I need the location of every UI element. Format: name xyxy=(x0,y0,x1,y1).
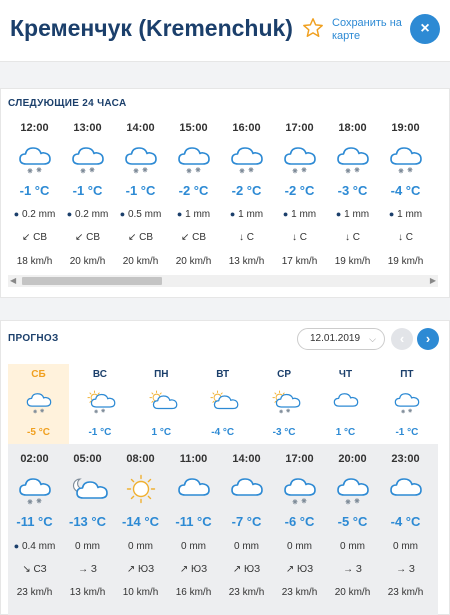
hourly-scrollbar[interactable] xyxy=(8,275,438,287)
weather-icon-wrap xyxy=(123,142,159,174)
hour-time: 17:00 xyxy=(285,453,314,465)
day-temperature: -5 °C xyxy=(27,427,50,438)
hour-temperature: -2 °C xyxy=(284,183,315,198)
weather-icon-wrap xyxy=(148,389,176,417)
wind-dir: ЮЗ xyxy=(191,564,208,575)
day-temperature: 1 °C xyxy=(335,427,356,438)
hour-wind-speed: 23 km/h xyxy=(16,587,53,598)
weather-icon-wrap xyxy=(176,142,212,174)
hour-time: 08:00 xyxy=(126,453,155,465)
weather-icon-wrap xyxy=(17,142,53,174)
day-tab[interactable] xyxy=(192,364,253,444)
day-name: ВС xyxy=(92,369,107,380)
precip-value: 0 mm xyxy=(287,541,312,552)
cloud-snow-icon xyxy=(335,142,371,174)
hour-wind-direction xyxy=(379,232,432,243)
wind-arrow-icon: → xyxy=(78,564,89,575)
wind-arrow-icon: ↗ xyxy=(126,564,136,575)
day-temperature: -4 °C xyxy=(211,427,235,438)
day-temperature: 1 °C xyxy=(151,427,172,438)
precip-value: 1 mm xyxy=(185,209,211,220)
scroll-left-icon[interactable]: ◀ xyxy=(10,276,17,285)
sun-cloud-icon xyxy=(148,389,176,414)
wind-dir: ЮЗ xyxy=(138,564,155,575)
cloud-snow-icon xyxy=(388,142,424,174)
wind-dir: З xyxy=(355,564,362,575)
wind-dir: З xyxy=(90,564,97,575)
hour-temperature: -13 °C xyxy=(69,514,106,529)
hour-temperature: -2 °C xyxy=(231,183,262,198)
day-temperature: -1 °C xyxy=(395,427,419,438)
hour-temperature: -11 °C xyxy=(175,514,212,529)
day-temperature: -1 °C xyxy=(88,427,112,438)
hour-wind-direction xyxy=(326,564,379,575)
day-name: ВТ xyxy=(216,369,230,380)
hour-temperature: -3 °C xyxy=(337,183,368,198)
weather-icon-wrap xyxy=(123,473,159,505)
day-name: ЧТ xyxy=(338,369,353,380)
sun-cloud-snow-icon xyxy=(271,389,299,414)
weather-icon-wrap xyxy=(332,389,360,417)
hour-wind-direction xyxy=(61,564,114,575)
hour-precipitation xyxy=(8,541,61,552)
hour-wind-speed: 19 km/h xyxy=(334,256,371,267)
hour-wind-direction xyxy=(167,564,220,575)
close-button[interactable]: × xyxy=(410,14,440,44)
drop-icon: ● xyxy=(388,209,395,219)
hour-wind-speed: 10 km/h xyxy=(122,587,159,598)
hour-precipitation xyxy=(167,541,220,552)
precip-value: 0 mm xyxy=(393,541,418,552)
hour-precipitation xyxy=(273,209,326,220)
precip-value: 0 mm xyxy=(128,541,153,552)
wind-dir: СВ xyxy=(192,232,207,243)
forecast-section-title: ПРОГНОЗ xyxy=(8,333,59,344)
weather-icon-wrap xyxy=(209,389,237,417)
wind-dir: С xyxy=(299,232,307,243)
wind-arrow-icon: → xyxy=(343,564,354,575)
cloud-snow-icon xyxy=(25,389,53,414)
precip-value: 0.5 mm xyxy=(127,209,162,220)
precip-value: 0.2 mm xyxy=(74,209,109,220)
hourly-section-title: СЛЕДУЮЩИЕ 24 ЧАСА xyxy=(8,98,127,109)
precip-value: 0 mm xyxy=(181,541,206,552)
cloud-snow-icon xyxy=(229,142,265,174)
next-day-button[interactable] xyxy=(417,328,439,350)
hour-temperature: -4 °C xyxy=(390,514,421,529)
weather-icon-wrap xyxy=(229,142,265,174)
weather-icon-wrap xyxy=(86,389,114,417)
hour-time: 20:00 xyxy=(338,453,367,465)
wind-dir: С xyxy=(405,232,413,243)
wind-dir: С xyxy=(246,232,254,243)
precip-value: 0 mm xyxy=(234,541,259,552)
page-title: Кременчук (Kremenchuk) xyxy=(10,15,293,41)
sun-cloud-icon xyxy=(209,389,237,414)
wind-dir: С xyxy=(352,232,360,243)
weather-icon-wrap xyxy=(70,473,106,505)
day-tab[interactable] xyxy=(254,364,315,444)
hour-wind-direction xyxy=(220,564,273,575)
wind-arrow-icon: ↙ xyxy=(180,232,190,243)
wind-dir: СВ xyxy=(139,232,154,243)
wind-dir: СЗ xyxy=(33,564,47,575)
day-name: ПН xyxy=(154,369,169,380)
date-value: 12.01.2019 xyxy=(310,333,361,344)
hour-wind-speed: 16 km/h xyxy=(175,587,212,598)
star-icon[interactable] xyxy=(302,17,324,39)
wind-arrow-icon: ↗ xyxy=(179,564,189,575)
chevron-down-icon: ⌵ xyxy=(369,334,376,344)
hour-time: 11:00 xyxy=(179,453,208,465)
day-tab[interactable] xyxy=(69,364,130,444)
day-tab[interactable] xyxy=(376,364,437,444)
cloud-snow-icon xyxy=(17,473,53,505)
hour-temperature: -1 °C xyxy=(72,183,103,198)
hour-wind-direction xyxy=(8,564,61,575)
weather-icon-wrap xyxy=(25,389,53,417)
hour-temperature: -14 °C xyxy=(122,514,159,529)
cloud-snow-icon xyxy=(17,142,53,174)
hour-temperature: -11 °C xyxy=(16,514,53,529)
cloud-snow-icon xyxy=(123,142,159,174)
cloud-icon xyxy=(332,389,360,414)
chevron-right-icon: › xyxy=(425,331,431,346)
wind-arrow-icon: → xyxy=(396,564,407,575)
wind-dir: ЮЗ xyxy=(244,564,261,575)
cloud-icon xyxy=(388,473,424,505)
hour-time: 19:00 xyxy=(391,122,420,134)
hour-temperature: -2 °C xyxy=(178,183,209,198)
hour-wind-direction xyxy=(8,232,61,243)
scroll-thumb[interactable] xyxy=(22,277,162,285)
hour-time: 05:00 xyxy=(73,453,102,465)
scroll-right-icon[interactable]: ▶ xyxy=(429,276,436,285)
save-to-map-link[interactable]: Сохранить на карте xyxy=(332,17,402,42)
day-temperature: -3 °C xyxy=(272,427,296,438)
day-tabs xyxy=(8,364,438,444)
wind-arrow-icon: ↓ xyxy=(397,232,403,243)
hour-temperature: -1 °C xyxy=(125,183,156,198)
day-tab[interactable] xyxy=(315,364,376,444)
hour-temperature: -5 °C xyxy=(337,514,368,529)
hour-wind-speed: 23 km/h xyxy=(228,587,265,598)
drop-icon: ● xyxy=(335,209,342,219)
hour-precipitation xyxy=(326,541,379,552)
hour-time: 17:00 xyxy=(285,122,314,134)
cloud-snow-icon xyxy=(282,142,318,174)
drop-icon: ● xyxy=(282,209,289,219)
weather-icon-wrap xyxy=(271,389,299,417)
weather-icon-wrap xyxy=(335,142,371,174)
prev-day-button[interactable] xyxy=(391,328,413,350)
hour-wind-speed: 23 km/h xyxy=(387,587,424,598)
day-tab[interactable] xyxy=(8,364,69,444)
hour-wind-speed: 20 km/h xyxy=(122,256,159,267)
hour-wind-speed: 19 km/h xyxy=(387,256,424,267)
chevron-left-icon: ‹ xyxy=(399,331,405,346)
hour-precipitation xyxy=(379,209,432,220)
hour-time: 14:00 xyxy=(126,122,155,134)
moon-cloud-icon xyxy=(70,473,106,505)
wind-arrow-icon: ↙ xyxy=(21,232,31,243)
cloud-snow-icon xyxy=(335,473,371,505)
hour-wind-speed: 23 km/h xyxy=(281,587,318,598)
precip-value: 1 mm xyxy=(291,209,317,220)
hour-precipitation xyxy=(379,541,432,552)
wind-arrow-icon: ↓ xyxy=(344,232,350,243)
precip-value: 0 mm xyxy=(340,541,365,552)
hour-precipitation xyxy=(114,209,167,220)
hour-temperature: -7 °C xyxy=(231,514,262,529)
hour-temperature: -4 °C xyxy=(390,183,421,198)
precip-value: 0 mm xyxy=(75,541,100,552)
hour-precipitation xyxy=(167,209,220,220)
cloud-snow-icon xyxy=(176,142,212,174)
hour-precipitation xyxy=(61,541,114,552)
drop-icon: ● xyxy=(229,209,236,219)
weather-icon-wrap xyxy=(282,473,318,505)
weather-icon-wrap xyxy=(393,389,421,417)
hour-wind-direction xyxy=(273,564,326,575)
hour-wind-speed: 13 km/h xyxy=(228,256,265,267)
wind-arrow-icon: ↘ xyxy=(22,564,31,575)
weather-icon-wrap xyxy=(335,473,371,505)
wind-arrow-icon: ↙ xyxy=(74,232,84,243)
drop-icon: ● xyxy=(13,209,20,219)
hour-wind-direction xyxy=(114,564,167,575)
cloud-snow-icon xyxy=(282,473,318,505)
hour-precipitation xyxy=(273,541,326,552)
wind-arrow-icon: ↙ xyxy=(127,232,137,243)
weather-icon-wrap xyxy=(176,473,212,505)
wind-arrow-icon: ↓ xyxy=(291,232,297,243)
day-tab[interactable] xyxy=(131,364,192,444)
day-name: ПТ xyxy=(400,369,414,380)
hour-time: 18:00 xyxy=(338,122,367,134)
hour-temperature: -6 °C xyxy=(284,514,315,529)
weather-icon-wrap xyxy=(17,473,53,505)
hour-precipitation xyxy=(220,541,273,552)
wind-arrow-icon: ↗ xyxy=(232,564,242,575)
hour-time: 12:00 xyxy=(20,122,49,134)
cloud-snow-icon xyxy=(393,389,421,414)
sun-icon xyxy=(123,473,159,505)
wind-arrow-icon: ↗ xyxy=(285,564,295,575)
wind-dir: З xyxy=(408,564,415,575)
drop-icon: ● xyxy=(119,209,126,219)
hour-wind-direction xyxy=(220,232,273,243)
wind-arrow-icon: ↓ xyxy=(238,232,244,243)
precip-value: 1 mm xyxy=(344,209,370,220)
hour-time: 15:00 xyxy=(179,122,208,134)
wind-dir: СВ xyxy=(86,232,101,243)
hour-time: 13:00 xyxy=(73,122,102,134)
hour-precipitation xyxy=(220,209,273,220)
cloud-icon xyxy=(229,473,265,505)
header xyxy=(0,0,450,62)
day-name: СБ xyxy=(31,369,46,380)
cloud-snow-icon xyxy=(70,142,106,174)
hour-wind-direction xyxy=(326,232,379,243)
precip-value: 0.4 mm xyxy=(21,541,56,552)
hour-temperature: -1 °C xyxy=(19,183,50,198)
precip-value: 1 mm xyxy=(397,209,423,220)
day-name: СР xyxy=(277,369,292,380)
precip-value: 0.2 mm xyxy=(21,209,56,220)
hour-time: 23:00 xyxy=(391,453,420,465)
wind-dir: СВ xyxy=(33,232,48,243)
wind-dir: ЮЗ xyxy=(297,564,314,575)
weather-icon-wrap xyxy=(70,142,106,174)
hour-wind-speed: 17 km/h xyxy=(281,256,318,267)
hour-precipitation xyxy=(8,209,61,220)
hour-wind-direction xyxy=(167,232,220,243)
hour-wind-direction xyxy=(114,232,167,243)
cloud-icon xyxy=(176,473,212,505)
hour-precipitation xyxy=(326,209,379,220)
hour-time: 14:00 xyxy=(232,453,261,465)
hour-precipitation xyxy=(114,541,167,552)
date-picker[interactable] xyxy=(297,328,385,350)
drop-icon: ● xyxy=(13,541,20,551)
drop-icon: ● xyxy=(66,209,73,219)
hour-time: 02:00 xyxy=(20,453,49,465)
weather-icon-wrap xyxy=(388,473,424,505)
hour-wind-speed: 18 km/h xyxy=(16,256,53,267)
weather-icon-wrap xyxy=(229,473,265,505)
hour-wind-speed: 20 km/h xyxy=(175,256,212,267)
weather-icon-wrap xyxy=(282,142,318,174)
precip-value: 1 mm xyxy=(238,209,264,220)
hour-wind-speed: 20 km/h xyxy=(334,587,371,598)
hour-time: 16:00 xyxy=(232,122,261,134)
sun-cloud-snow-icon xyxy=(86,389,114,414)
hour-wind-direction xyxy=(61,232,114,243)
hour-precipitation xyxy=(61,209,114,220)
weather-icon-wrap xyxy=(388,142,424,174)
drop-icon: ● xyxy=(176,209,183,219)
hour-wind-speed: 13 km/h xyxy=(69,587,106,598)
hour-wind-direction xyxy=(379,564,432,575)
hour-wind-speed: 20 km/h xyxy=(69,256,106,267)
hour-wind-direction xyxy=(273,232,326,243)
